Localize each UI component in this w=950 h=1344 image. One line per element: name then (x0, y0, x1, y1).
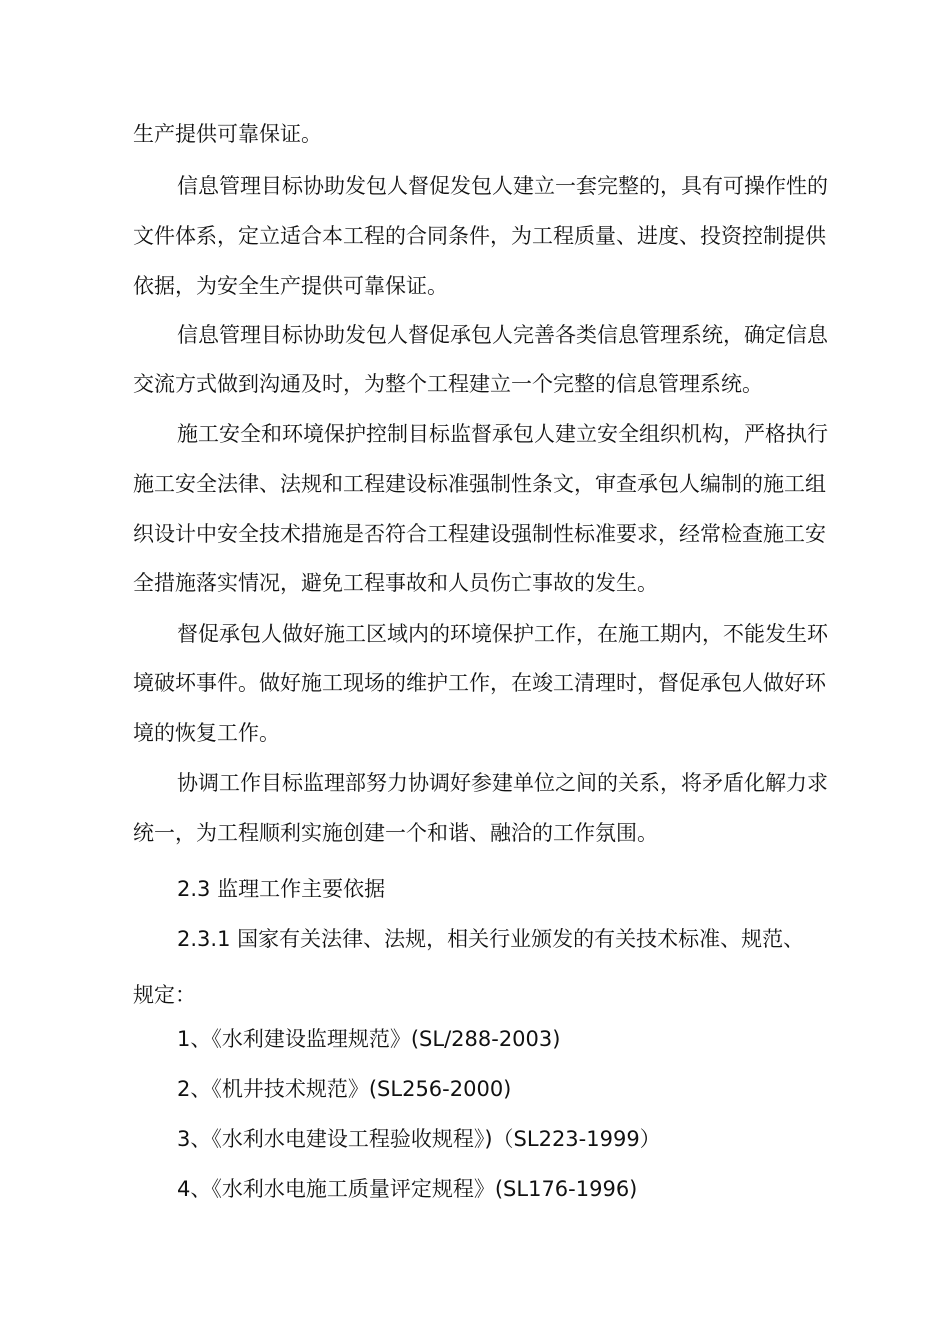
paragraph-start-line: 协调工作目标监理部努力协调好参建单位之间的关系，将矛盾化解力求 (177, 771, 828, 795)
list-item: 2、《机井技术规范》(SL256-2000) (177, 1077, 512, 1101)
text-line: 全措施落实情况，避免工程事故和人员伤亡事故的发生。 (133, 571, 658, 595)
subsection-heading: 2.3.1 国家有关法律、法规，相关行业颁发的有关技术标准、规范、 (177, 927, 805, 951)
text-line: 织设计中安全技术措施是否符合工程建设强制性标准要求，经常检查施工安 (133, 522, 826, 546)
text-line: 生产提供可靠保证。 (133, 122, 322, 146)
paragraph-start-line: 施工安全和环境保护控制目标监督承包人建立安全组织机构，严格执行 (177, 422, 828, 446)
paragraph-start-line: 督促承包人做好施工区域内的环境保护工作，在施工期内，不能发生环 (177, 622, 828, 646)
text-line: 统一，为工程顺利实施创建一个和谐、融洽的工作氛围。 (133, 821, 658, 845)
text-line: 交流方式做到沟通及时，为整个工程建立一个完整的信息管理系统。 (133, 372, 763, 396)
text-line: 依据，为安全生产提供可靠保证。 (133, 274, 448, 298)
text-line: 境的恢复工作。 (133, 721, 280, 745)
text-line: 境破坏事件。做好施工现场的维护工作，在竣工清理时，督促承包人做好环 (133, 671, 826, 695)
text-line: 施工安全法律、法规和工程建设标准强制性条文，审查承包人编制的施工组 (133, 472, 826, 496)
list-item: 3、《水利水电建设工程验收规程》)（SL223-1999） (177, 1127, 661, 1151)
list-item: 1、《水利建设监理规范》(SL/288-2003) (177, 1027, 561, 1051)
paragraph-start-line: 信息管理目标协助发包人督促承包人完善各类信息管理系统，确定信息 (177, 323, 828, 347)
section-heading: 2.3 监理工作主要依据 (177, 877, 386, 901)
text-line: 文件体系，定立适合本工程的合同条件，为工程质量、进度、投资控制提供 (133, 224, 826, 248)
text-line: 规定： (133, 983, 196, 1007)
list-item: 4、《水利水电施工质量评定规程》(SL176-1996) (177, 1177, 638, 1201)
paragraph-start-line: 信息管理目标协助发包人督促发包人建立一套完整的，具有可操作性的 (177, 174, 828, 198)
